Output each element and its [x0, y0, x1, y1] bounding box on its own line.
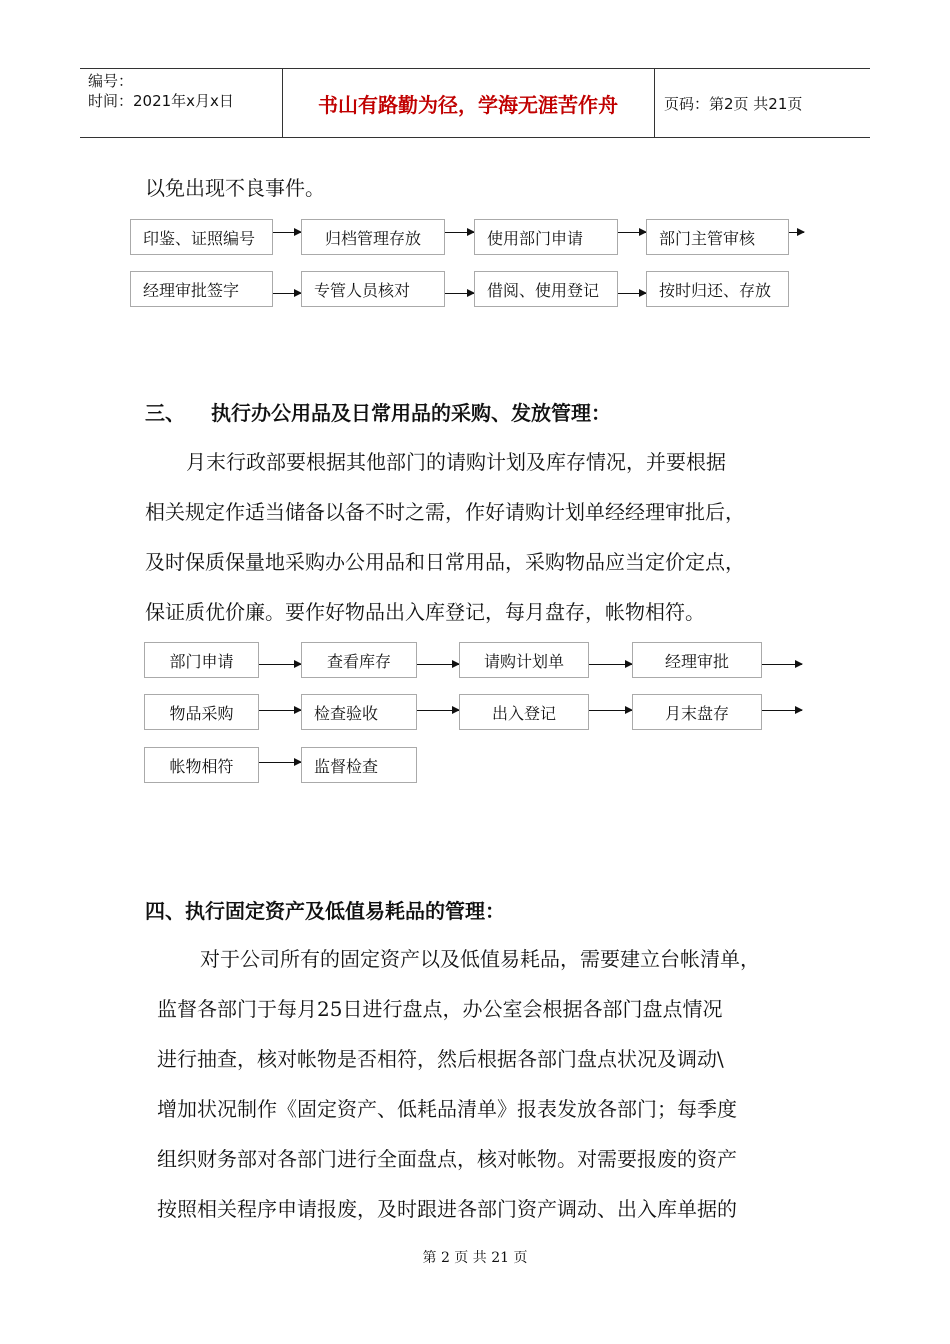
page-footer: 第 2 页 共 21 页	[422, 1250, 528, 1266]
section-4-line: 对于公司所有的固定资产以及低值易耗品，需要建立台帐清单，	[200, 947, 760, 971]
flow-step: 归档管理存放	[301, 219, 445, 255]
section-4-line: 按照相关程序申请报废，及时跟进各部门资产调动、出入库单据的	[157, 1197, 737, 1221]
flow-step: 检查验收	[301, 694, 417, 730]
flow-arrow	[789, 232, 804, 233]
intro-line: 以免出现不良事件。	[145, 176, 325, 200]
flow-arrow	[259, 664, 301, 665]
section-4-line: 监督各部门于每月25日进行盘点，办公室会根据各部门盘点情况	[157, 997, 723, 1021]
flow-arrow	[762, 710, 802, 711]
header-page-number: 页码：第2页 共21页	[664, 94, 803, 113]
section-3-number: 三、	[145, 401, 185, 425]
flow-arrow	[417, 710, 459, 711]
flow-arrow	[445, 293, 474, 294]
flow-arrow	[273, 293, 301, 294]
header-divider	[654, 69, 655, 137]
section-3-line: 月末行政部要根据其他部门的请购计划及库存情况，并要根据	[186, 450, 726, 474]
flow-step: 按时归还、存放	[646, 271, 789, 307]
section-4-line: 进行抽查，核对帐物是否相符，然后根据各部门盘点状况及调动\	[157, 1047, 724, 1071]
section-3-line: 相关规定作适当储备以备不时之需，作好请购计划单经经理审批后，	[145, 500, 745, 524]
flow-step: 印鉴、证照编号	[130, 219, 273, 255]
flow-step: 物品采购	[144, 694, 259, 730]
flow-step: 部门申请	[144, 642, 259, 678]
flow-arrow	[762, 664, 802, 665]
page-header	[80, 68, 870, 138]
header-time: 时间：2021年x月x日	[88, 92, 234, 110]
flow-arrow	[618, 293, 646, 294]
flow-step: 监督检查	[301, 747, 417, 783]
section-3-heading: 执行办公用品及日常用品的采购、发放管理：	[211, 401, 611, 425]
header-meta	[88, 71, 234, 111]
flow-step: 使用部门申请	[474, 219, 618, 255]
flow-step: 请购计划单	[459, 642, 589, 678]
section-4-line: 增加状况制作《固定资产、低耗品清单》报表发放各部门；每季度	[157, 1097, 737, 1121]
flow-step: 帐物相符	[144, 747, 259, 783]
flow-arrow	[445, 232, 474, 233]
header-number: 编号：	[88, 72, 134, 90]
flow-step: 查看库存	[301, 642, 417, 678]
section-4-heading: 四、执行固定资产及低值易耗品的管理：	[145, 899, 505, 923]
flow-step: 经理审批签字	[130, 271, 273, 307]
flow-arrow	[589, 664, 632, 665]
flow-step: 月末盘存	[632, 694, 762, 730]
flow-arrow	[259, 762, 301, 763]
flow-arrow	[273, 232, 301, 233]
section-4-line: 组织财务部对各部门进行全面盘点，核对帐物。对需要报废的资产	[157, 1147, 737, 1171]
flow-arrow	[417, 664, 459, 665]
flow-step: 出入登记	[459, 694, 589, 730]
flow-step: 专管人员核对	[301, 271, 445, 307]
header-motto: 书山有路勤为径，学海无涯苦作舟	[318, 92, 618, 117]
flow-step: 借阅、使用登记	[474, 271, 618, 307]
flow-step: 经理审批	[632, 642, 762, 678]
flow-arrow	[618, 232, 646, 233]
flow-arrow	[259, 710, 301, 711]
section-3-line: 保证质优价廉。要作好物品出入库登记，每月盘存，帐物相符。	[145, 600, 705, 624]
flow-arrow	[589, 710, 632, 711]
flow-step: 部门主管审核	[646, 219, 789, 255]
section-3-line: 及时保质保量地采购办公用品和日常用品，采购物品应当定价定点，	[145, 550, 745, 574]
